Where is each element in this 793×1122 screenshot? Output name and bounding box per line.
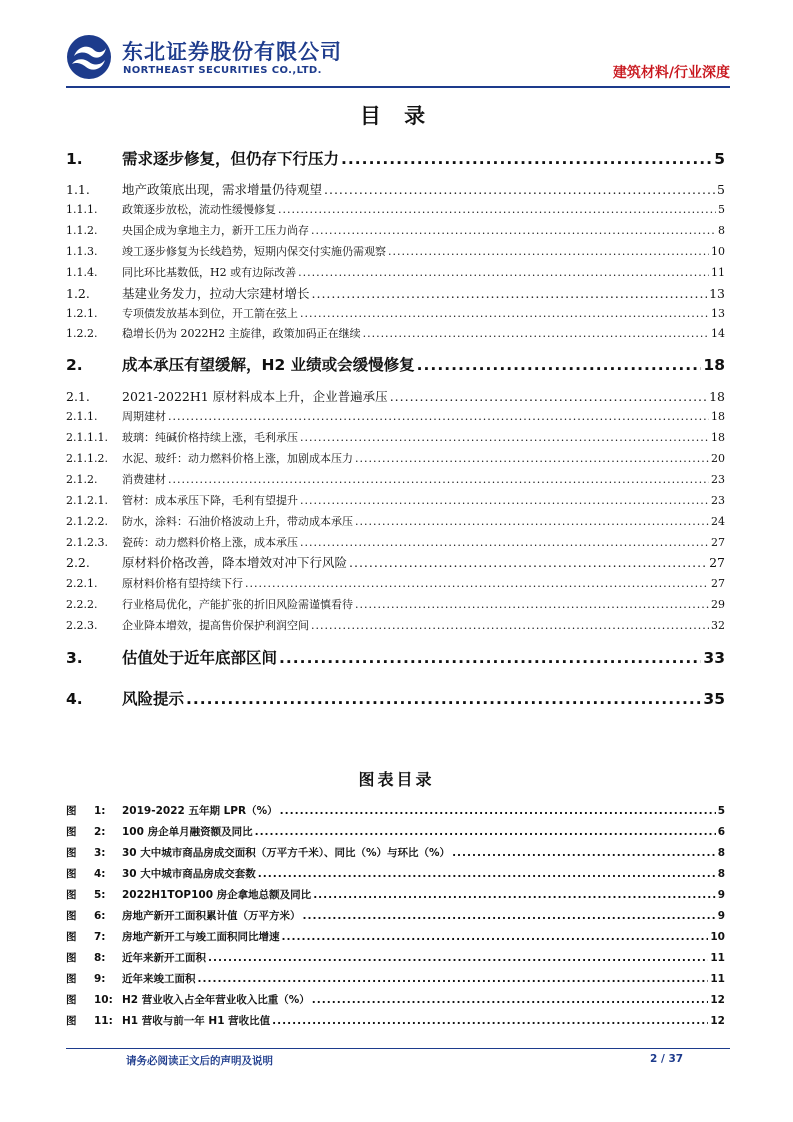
toc-entry[interactable] — [66, 471, 725, 487]
toc-entry-text: 央国企成为拿地主力，新开工压力尚存 — [122, 224, 309, 237]
toc-entry-text: 竣工逐步修复为长线趋势，短期内保交付实施仍需观察 — [122, 245, 386, 258]
figure-page: 9 — [717, 889, 725, 901]
dot-leader — [255, 826, 716, 838]
dot-leader — [258, 868, 716, 880]
toc-entry-page: 13 — [711, 307, 725, 320]
dot-leader — [300, 431, 709, 444]
figure-label: 图 — [66, 889, 77, 901]
dot-leader — [311, 619, 709, 632]
dot-leader — [282, 931, 709, 943]
figure-text: 30 大中城市商品房成交套数 — [122, 868, 256, 880]
toc-entry-text: 稳增长仍为 2022H2 主旋律，政策加码正在继续 — [122, 327, 361, 340]
figure-entry[interactable] — [66, 971, 725, 986]
toc-entry-number: 4. — [66, 690, 83, 708]
toc-entry[interactable] — [66, 553, 725, 571]
toc-entry-number: 2.1.1. — [66, 410, 98, 423]
figure-label: 图 — [66, 910, 77, 922]
toc-entry[interactable] — [66, 147, 725, 169]
figure-number: 8: — [94, 952, 106, 964]
toc-entry[interactable] — [66, 687, 725, 709]
figure-label: 图 — [66, 805, 77, 817]
dot-leader — [417, 356, 702, 374]
figure-number: 10: — [94, 994, 113, 1006]
toc-entry-text: 行业格局优化，产能扩张的折旧风险需谨慎看待 — [122, 598, 353, 611]
figure-label: 图 — [66, 1015, 77, 1027]
toc-entry-page: 18 — [711, 431, 725, 444]
figure-entry[interactable] — [66, 929, 725, 944]
dot-leader — [312, 286, 708, 301]
company-name-cn: 东北证券股份有限公司 — [122, 40, 342, 64]
toc-entry[interactable] — [66, 492, 725, 508]
figure-label: 图 — [66, 826, 77, 838]
figure-number: 1: — [94, 805, 106, 817]
toc-entry-page: 32 — [711, 619, 725, 632]
toc-entry-number: 2.2. — [66, 555, 90, 570]
toc-entry-number: 1.1.1. — [66, 203, 98, 216]
dot-leader — [168, 410, 709, 423]
figure-number: 4: — [94, 868, 106, 880]
figure-entry[interactable] — [66, 824, 725, 839]
page-header — [66, 28, 730, 86]
toc-entry[interactable] — [66, 264, 725, 280]
figure-label: 图 — [66, 994, 77, 1006]
toc-entry-page: 18 — [703, 356, 725, 374]
toc-entry[interactable] — [66, 429, 725, 445]
toc-title: 目 录 — [359, 104, 434, 128]
figure-label: 图 — [66, 847, 77, 859]
toc-entry-text: 原材料价格改善，降本增效对冲下行风险 — [122, 555, 348, 570]
toc-entry-number: 2.1.2.2. — [66, 515, 108, 528]
dot-leader — [300, 307, 709, 320]
toc-entry[interactable] — [66, 387, 725, 405]
toc-entry-number: 1.1.2. — [66, 224, 98, 237]
figure-list-title: 图表目录 — [358, 770, 435, 789]
report-category: 建筑材料/行业深度 — [612, 65, 730, 81]
toc-entry-number: 3. — [66, 649, 83, 667]
dot-leader — [355, 598, 709, 611]
toc-entry[interactable] — [66, 243, 725, 259]
toc-entry-page: 24 — [711, 515, 725, 528]
toc-entry-text: 同比环比基数低，H2 或有边际改善 — [122, 266, 297, 279]
toc-entry-page: 18 — [709, 389, 725, 404]
figure-page: 8 — [717, 868, 725, 880]
toc-entry-text: 企业降本增效，提高售价保护利润空间 — [122, 619, 309, 632]
figure-text: 2022H1TOP100 房企拿地总额及同比 — [122, 889, 312, 901]
toc-entry[interactable] — [66, 353, 725, 375]
figure-number: 11: — [94, 1015, 113, 1027]
toc-entry-page: 23 — [711, 494, 725, 507]
company-logo-icon — [66, 34, 112, 80]
figure-entry[interactable] — [66, 1013, 725, 1028]
toc-entry-number: 1. — [66, 150, 83, 168]
page-number: 2 / 37 — [650, 1053, 684, 1065]
figure-page: 11 — [710, 973, 725, 985]
dot-leader — [388, 245, 709, 258]
toc-entry-text: 消费建材 — [122, 473, 166, 486]
toc-entry-number: 2. — [66, 356, 83, 374]
toc-entry-number: 2.2.3. — [66, 619, 98, 632]
toc-entry-number: 2.1.2.1. — [66, 494, 108, 507]
toc-entry-number: 2.1.1.1. — [66, 431, 108, 444]
figure-page: 9 — [717, 910, 725, 922]
figure-number: 7: — [94, 931, 106, 943]
figure-page: 12 — [710, 1015, 725, 1027]
toc-entry-number: 2.2.2. — [66, 598, 98, 611]
header-divider — [66, 86, 730, 88]
toc-entry-number: 2.1.2. — [66, 473, 98, 486]
toc-entry-text: 水泥、玻纤：动力燃料价格上涨，加剧成本压力 — [122, 452, 353, 465]
toc-entry-number: 1.2. — [66, 286, 90, 301]
toc-entry-text: 防水，涂料：石油价格波动上升，带动成本承压 — [122, 515, 353, 528]
figure-text: 30 大中城市商品房成交面积（万平方千米）、同比（%）与环比（%） — [122, 847, 451, 859]
figure-page: 6 — [717, 826, 725, 838]
dot-leader — [311, 224, 716, 237]
figure-number: 6: — [94, 910, 106, 922]
toc-entry-number: 2.2.1. — [66, 577, 98, 590]
toc-entry-page: 27 — [711, 536, 725, 549]
dot-leader — [272, 1015, 708, 1027]
figure-page: 12 — [710, 994, 725, 1006]
toc-entry-text: 专项债发放基本到位，开工箭在弦上 — [122, 307, 298, 320]
toc-entry-number: 2.1.2.3. — [66, 536, 108, 549]
toc-entry[interactable] — [66, 617, 725, 633]
toc-entry[interactable] — [66, 305, 725, 321]
toc-entry-page: 8 — [718, 224, 725, 237]
dot-leader — [279, 649, 701, 667]
figure-label: 图 — [66, 868, 77, 880]
toc-entry-text: 玻璃：纯碱价格持续上涨，毛利承压 — [122, 431, 298, 444]
dot-leader — [324, 182, 715, 197]
toc-entry-text: 基建业务发力，拉动大宗建材增长 — [122, 286, 310, 301]
toc-entry-text: 周期建材 — [122, 410, 166, 423]
footer-disclaimer: 请务必阅读正文后的声明及说明 — [126, 1055, 273, 1067]
toc-entry-number: 2.1.1.2. — [66, 452, 108, 465]
dot-leader — [186, 690, 701, 708]
figure-entry[interactable] — [66, 950, 725, 965]
figure-page: 10 — [710, 931, 725, 943]
toc-entry[interactable] — [66, 596, 725, 612]
toc-entry[interactable] — [66, 180, 725, 198]
toc-entry[interactable] — [66, 222, 725, 238]
toc-entry-page: 35 — [703, 690, 725, 708]
toc-entry-text: 管材：成本承压下降，毛利有望提升 — [122, 494, 298, 507]
figure-text: H1 营收与前一年 H1 营收比值 — [122, 1015, 271, 1027]
company-name-en: NORTHEAST SECURITIES CO.,LTD. — [123, 65, 322, 76]
toc-entry-page: 14 — [711, 327, 725, 340]
toc-entry-text: 瓷砖：动力燃料价格上涨，成本承压 — [122, 536, 298, 549]
toc-entry[interactable] — [66, 534, 725, 550]
dot-leader — [312, 994, 709, 1006]
toc-entry-text: 地产政策底出现，需求增量仍待观望 — [122, 182, 323, 197]
dot-leader — [245, 577, 709, 590]
toc-entry-text: 原材料价格有望持续下行 — [122, 577, 243, 590]
toc-entry-page: 27 — [711, 577, 725, 590]
toc-entry-text: 估值处于近年底部区间 — [122, 649, 278, 667]
dot-leader — [168, 473, 709, 486]
figure-label: 图 — [66, 973, 77, 985]
toc-entry[interactable] — [66, 284, 725, 302]
figure-text: 房地产新开工面积累计值（万平方米） — [122, 910, 301, 922]
toc-entry[interactable] — [66, 201, 725, 217]
toc-entry-number: 1.1.3. — [66, 245, 98, 258]
toc-entry-page: 33 — [703, 649, 725, 667]
toc-entry[interactable] — [66, 646, 725, 668]
toc-entry[interactable] — [66, 408, 725, 424]
dot-leader — [300, 536, 709, 549]
figure-page: 5 — [717, 805, 725, 817]
toc-entry-page: 11 — [711, 266, 725, 279]
figure-text: 100 房企单月融资额及同比 — [122, 826, 253, 838]
toc-entry-page: 20 — [711, 452, 725, 465]
dot-leader — [390, 389, 707, 404]
toc-entry-page: 5 — [717, 182, 725, 197]
toc-entry[interactable] — [66, 325, 725, 341]
figure-number: 9: — [94, 973, 106, 985]
toc-entry-text: 政策逐步放松，流动性缓慢修复 — [122, 203, 276, 216]
figure-number: 3: — [94, 847, 106, 859]
dot-leader — [298, 266, 709, 279]
figure-entry[interactable] — [66, 992, 725, 1007]
toc-entry-page: 10 — [711, 245, 725, 258]
toc-entry-text: 需求逐步修复，但仍存下行压力 — [122, 150, 340, 168]
toc-entry-page: 23 — [711, 473, 725, 486]
toc-entry-number: 2.1. — [66, 389, 90, 404]
toc-entry-page: 29 — [711, 598, 725, 611]
dot-leader — [198, 973, 709, 985]
figure-entry[interactable] — [66, 803, 725, 818]
dot-leader — [452, 847, 716, 859]
figure-text: H2 营业收入占全年营业收入比重（%） — [122, 994, 310, 1006]
dot-leader — [363, 327, 709, 340]
toc-entry-text: 成本承压有望缓解，H2 业绩或会缓慢修复 — [122, 356, 415, 374]
toc-entry-number: 1.1. — [66, 182, 90, 197]
dot-leader — [313, 889, 716, 901]
toc-entry-page: 5 — [718, 203, 725, 216]
figure-number: 5: — [94, 889, 106, 901]
toc-entry-page: 18 — [711, 410, 725, 423]
figure-page: 8 — [717, 847, 725, 859]
dot-leader — [303, 910, 716, 922]
toc-entry-page: 27 — [709, 555, 725, 570]
figure-entry[interactable] — [66, 887, 725, 902]
footer-divider — [66, 1048, 730, 1049]
toc-entry-text: 2021-2022H1 原材料成本上升，企业普遍承压 — [122, 389, 388, 404]
toc-entry-text: 风险提示 — [122, 690, 185, 708]
toc-entry-number: 1.2.1. — [66, 307, 98, 320]
toc-entry-page: 13 — [709, 286, 725, 301]
dot-leader — [278, 203, 716, 216]
figure-label: 图 — [66, 931, 77, 943]
figure-text: 近年来新开工面积 — [122, 952, 206, 964]
figure-entry[interactable] — [66, 845, 725, 860]
dot-leader — [341, 150, 712, 168]
dot-leader — [349, 555, 707, 570]
dot-leader — [208, 952, 708, 964]
dot-leader — [300, 494, 709, 507]
toc-entry[interactable] — [66, 450, 725, 466]
toc-entry-page: 5 — [714, 150, 725, 168]
figure-label: 图 — [66, 952, 77, 964]
figure-text: 房地产新开工与竣工面积同比增速 — [122, 931, 280, 943]
figure-number: 2: — [94, 826, 106, 838]
toc-entry-number: 1.2.2. — [66, 327, 98, 340]
toc-entry[interactable] — [66, 513, 725, 529]
dot-leader — [355, 515, 709, 528]
figure-text: 近年来竣工面积 — [122, 973, 196, 985]
figure-entry[interactable] — [66, 908, 725, 923]
toc-entry[interactable] — [66, 575, 725, 591]
dot-leader — [355, 452, 709, 465]
figure-text: 2019-2022 五年期 LPR（%） — [122, 805, 278, 817]
dot-leader — [280, 805, 716, 817]
toc-entry-number: 1.1.4. — [66, 266, 98, 279]
figure-entry[interactable] — [66, 866, 725, 881]
figure-page: 11 — [710, 952, 725, 964]
